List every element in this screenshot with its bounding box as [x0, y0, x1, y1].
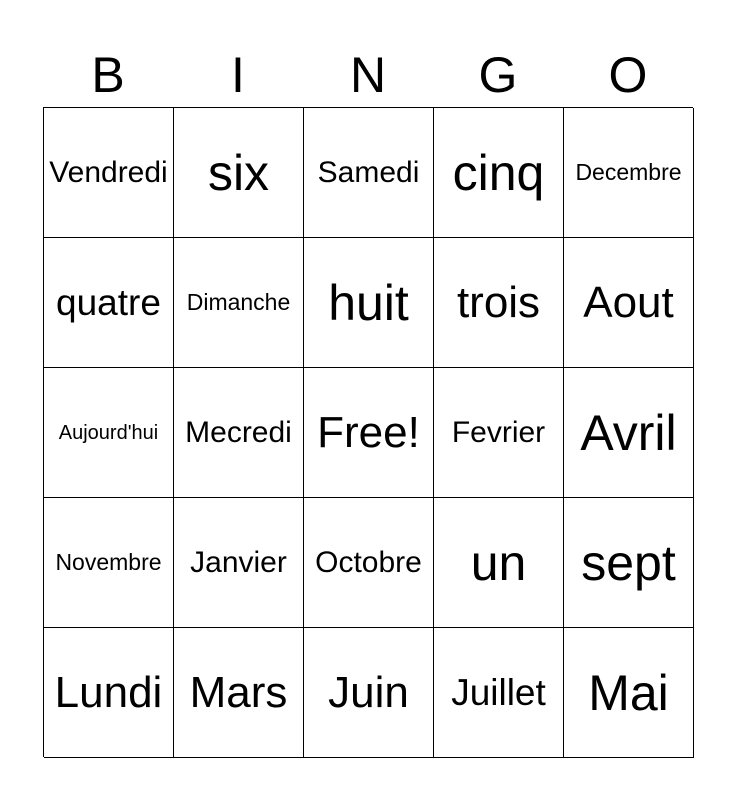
bingo-cell: six [174, 108, 304, 238]
bingo-board [43, 107, 693, 757]
bingo-cell: Vendredi [44, 108, 174, 238]
bingo-cell: Samedi [304, 108, 434, 238]
bingo-cell: Mai [564, 628, 694, 758]
bingo-cell: Decembre [564, 108, 694, 238]
bingo-cell: cinq [434, 108, 564, 238]
bingo-cell: Mecredi [174, 368, 304, 498]
bingo-cell: Dimanche [174, 238, 304, 368]
bingo-cell: Juillet [434, 628, 564, 758]
bingo-cell: Janvier [174, 498, 304, 628]
bingo-cell: un [434, 498, 564, 628]
bingo-cell: Octobre [304, 498, 434, 628]
header-letter-i: I [231, 47, 245, 103]
bingo-cell: Lundi [44, 628, 174, 758]
bingo-cell: sept [564, 498, 694, 628]
bingo-cell: Novembre [44, 498, 174, 628]
header-letter-o: O [608, 47, 648, 103]
bingo-cell: Juin [304, 628, 434, 758]
header-letter-n: N [349, 47, 387, 103]
bingo-cell: Fevrier [434, 368, 564, 498]
bingo-cell: Aujourd'hui [44, 368, 174, 498]
bingo-cell: trois [434, 238, 564, 368]
bingo-cell: huit [304, 238, 434, 368]
free-space-cell: Free! [304, 368, 434, 498]
header-letter-g: G [478, 47, 518, 103]
bingo-cell: Avril [564, 368, 694, 498]
bingo-header [43, 45, 693, 105]
bingo-cell: Aout [564, 238, 694, 368]
bingo-cell: Mars [174, 628, 304, 758]
header-letter-b: B [91, 47, 125, 103]
bingo-cell: quatre [44, 238, 174, 368]
